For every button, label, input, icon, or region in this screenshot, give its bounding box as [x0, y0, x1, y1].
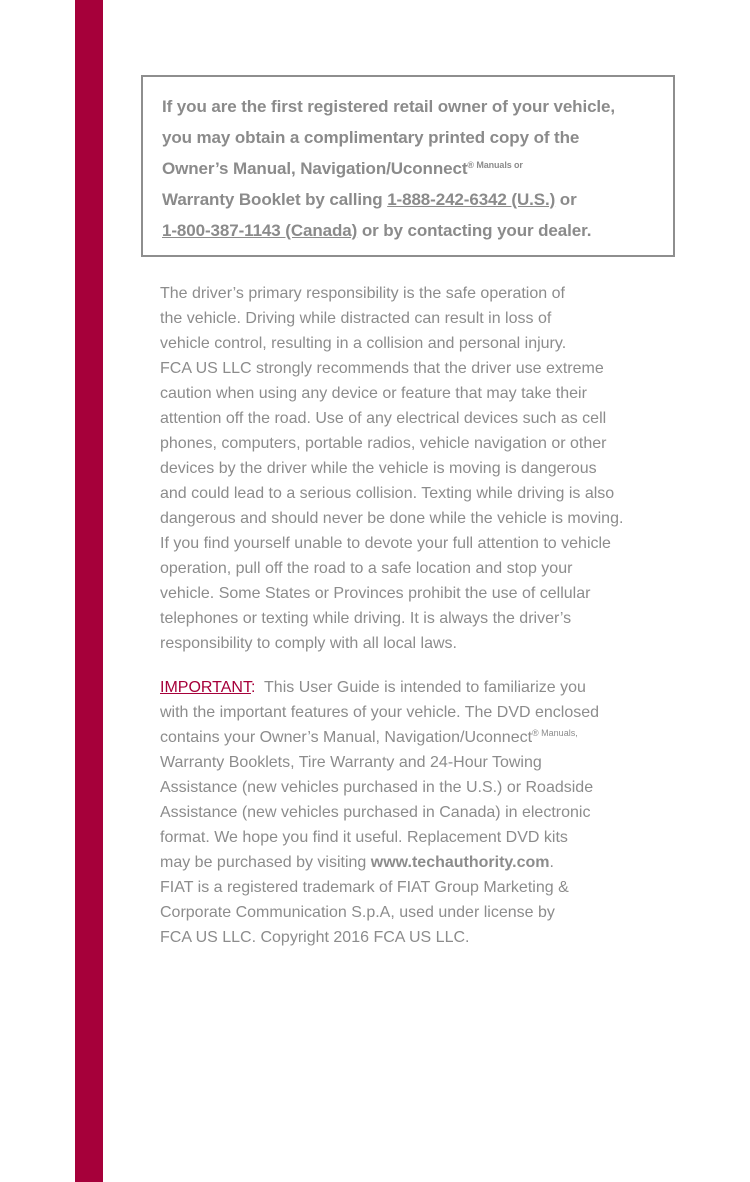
important-line: Corporate Communication S.p.A, used under license by [160, 904, 555, 921]
safety-line: phones, computers, portable radios, vehicle navigation or other [160, 435, 607, 452]
complimentary-manual-notice-box [141, 75, 675, 257]
important-label: IMPORTANT [160, 679, 251, 696]
important-paragraph [160, 675, 670, 950]
important-colon: : [250, 679, 256, 696]
important-line: FCA US LLC. Copyright 2016 FCA US LLC. [160, 929, 470, 946]
important-line [160, 850, 670, 875]
canada-phone-link[interactable]: 1-800-387-1143 (Canada) [162, 221, 358, 240]
safety-line: the vehicle. Driving while distracted can result in loss of [160, 310, 552, 327]
important-line: format. We hope you find it useful. Replacement DVD kits [160, 829, 568, 846]
notice-text [162, 91, 663, 246]
safety-line: vehicle. Some States or Provinces prohibit the use of cellular [160, 585, 591, 602]
registered-mark: ® Manuals, [532, 728, 578, 738]
notice-line-text: Warranty Booklet by calling [162, 190, 388, 209]
notice-line: If you are the first registered retail owner of your vehicle, [162, 97, 616, 116]
safety-line: vehicle control, resulting in a collision and personal injury. [160, 335, 567, 352]
important-line-text: contains your Owner’s Manual, Navigation/Uconnect [160, 729, 533, 746]
notice-line [162, 215, 663, 246]
notice-line: you may obtain a complimentary printed copy of the [162, 128, 580, 147]
registered-mark: ® Manuals or [467, 160, 523, 170]
important-line-text: . [549, 854, 554, 871]
important-line [160, 725, 670, 750]
safety-line: FCA US LLC strongly recommends that the driver use extreme [160, 360, 604, 377]
important-line-text: This User Guide is intended to familiarize you [255, 679, 586, 696]
safety-line: The driver’s primary responsibility is the safe operation of [160, 285, 565, 302]
safety-line: telephones or texting while driving. It is always the driver’s [160, 610, 572, 627]
side-color-bar [75, 0, 103, 1182]
safety-line: If you find yourself unable to devote your full attention to vehicle [160, 535, 611, 552]
safety-line: attention off the road. Use of any electrical devices such as cell [160, 410, 607, 427]
techauthority-link[interactable]: www.techauthority.com [370, 854, 550, 871]
important-line: FIAT is a registered trademark of FIAT Group Marketing & [160, 879, 569, 896]
important-line-text: may be purchased by visiting [160, 854, 371, 871]
safety-line: devices by the driver while the vehicle is moving is dangerous [160, 460, 597, 477]
safety-line: caution when using any device or feature that may take their [160, 385, 587, 402]
important-line: with the important features of your vehicle. The DVD enclosed [160, 704, 600, 721]
notice-line [162, 153, 663, 184]
notice-line [162, 184, 663, 215]
notice-line-text: or [555, 190, 577, 209]
safety-line: and could lead to a serious collision. Texting while driving is also [160, 485, 615, 502]
safety-line: operation, pull off the road to a safe location and stop your [160, 560, 573, 577]
important-line: Assistance (new vehicles purchased in the U.S.) or Roadside [160, 779, 594, 796]
safety-line: dangerous and should never be done while the vehicle is moving. [160, 510, 624, 527]
us-phone-link[interactable]: 1-888-242-6342 (U.S.) [387, 190, 556, 209]
important-line: Warranty Booklets, Tire Warranty and 24-Hour Towing [160, 754, 542, 771]
notice-line-text: or by contacting your dealer. [357, 221, 592, 240]
important-line: Assistance (new vehicles purchased in Canada) in electronic [160, 804, 591, 821]
notice-line-text: Owner’s Manual, Navigation/Uconnect [162, 159, 468, 178]
safety-line: responsibility to comply with all local laws. [160, 635, 457, 652]
driver-safety-paragraph [160, 281, 670, 656]
important-line [160, 675, 670, 700]
